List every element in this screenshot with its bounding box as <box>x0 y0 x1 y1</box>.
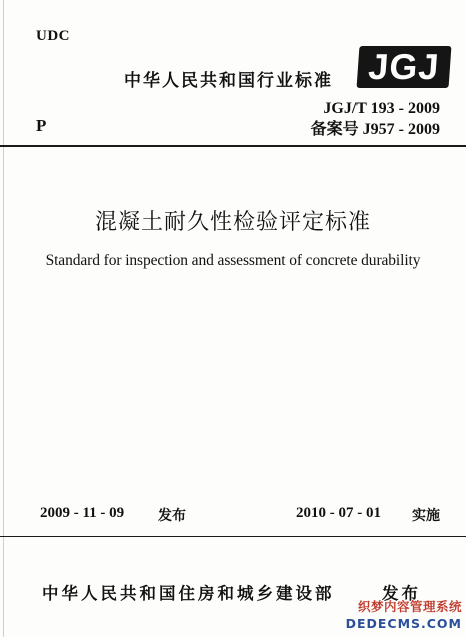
record-number: 备案号 J957 - 2009 <box>310 121 440 138</box>
standard-number-block <box>311 98 440 140</box>
watermark-line-2: DEDECMS.COM <box>345 616 462 631</box>
jgj-logo: JGJ <box>357 46 452 88</box>
implemented-label: 实施 <box>412 508 440 524</box>
page-edge <box>3 0 4 637</box>
footer-divider <box>0 536 466 537</box>
issued-date: 2009 - 11 - 09 <box>40 505 125 521</box>
issued-label: 发布 <box>158 508 186 524</box>
category-label: P <box>36 116 47 135</box>
title-chinese: 混凝土耐久性检验评定标准 <box>94 210 371 235</box>
ministry-name: 中华人民共和国住房和城乡建设部 <box>42 584 335 603</box>
standard-code: JGJ/T 193 - 2009 <box>323 100 440 117</box>
udc-label: UDC <box>36 28 70 44</box>
implemented-date: 2010 - 07 - 01 <box>296 505 381 521</box>
header-divider <box>0 145 466 147</box>
watermark-line-1: 织梦内容管理系统 <box>357 599 462 614</box>
publish-label: 发布 <box>382 584 421 603</box>
title-english: Standard for inspection and assessment of concrete durability <box>45 252 421 269</box>
industry-standard-heading: 中华人民共和国行业标准 <box>124 71 333 91</box>
watermark <box>346 598 462 632</box>
